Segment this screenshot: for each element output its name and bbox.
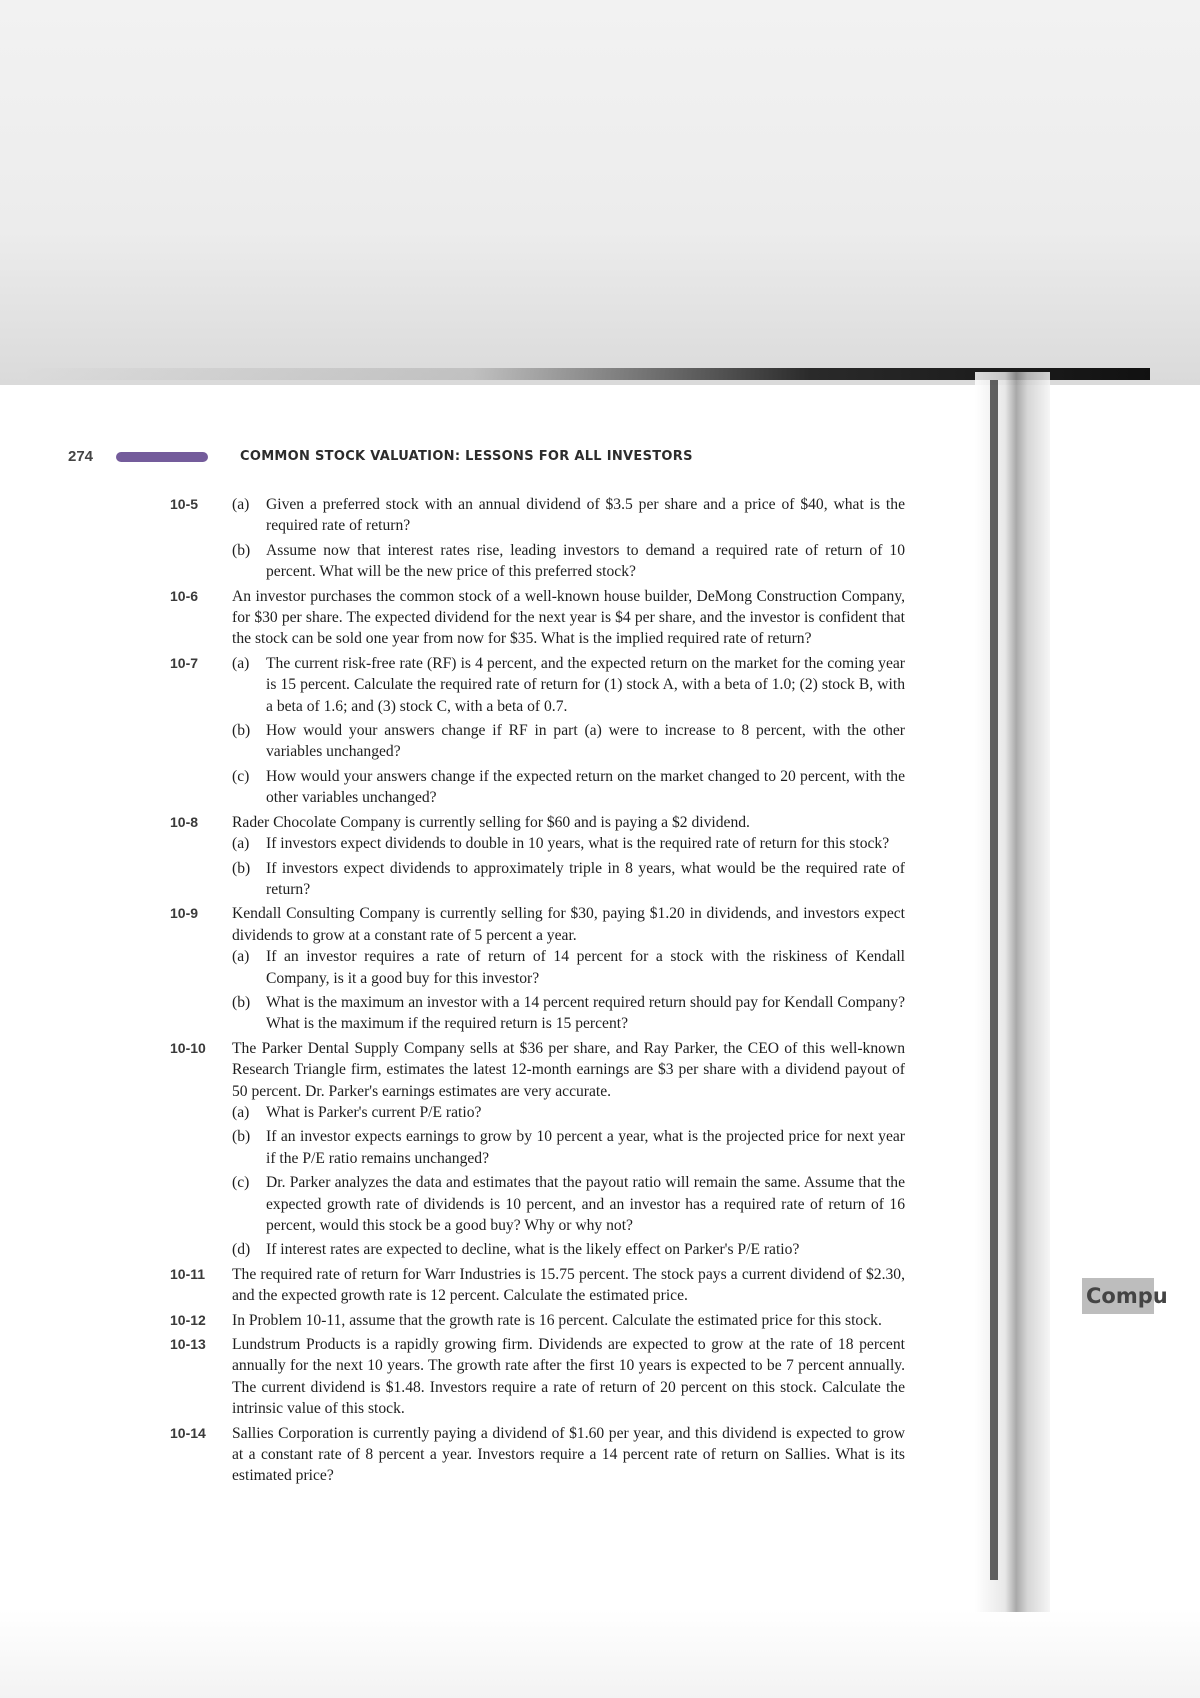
problem-part (232, 720, 905, 763)
page-number: 274 (68, 448, 94, 465)
part-text: Given a preferred stock with an annual dividend of $3.5 per share and a price of $40, what is the required rate of return? (266, 496, 905, 535)
part-label: (b) (232, 541, 251, 559)
problem-number: 10-13 (170, 1336, 206, 1353)
problem-item (170, 903, 905, 1034)
problem-item (170, 1038, 905, 1261)
part-text: If interest rates are expected to decline, what is the likely effect on Parker's P/E ratio? (266, 1241, 800, 1259)
part-label: (c) (232, 767, 250, 785)
part-label: (a) (232, 948, 250, 966)
problem-item (170, 1310, 905, 1331)
running-head (68, 448, 928, 472)
part-text: How would your answers change if the expected return on the market changed to 20 percent, with the other variables unchanged? (266, 767, 905, 807)
chapter-marker (116, 452, 208, 462)
problem-part (232, 653, 905, 717)
problem-part (232, 1172, 905, 1236)
problem-number: 10-11 (170, 1265, 206, 1282)
problem-part (232, 766, 905, 809)
problem-text: Kendall Consulting Company is currently selling for $30, paying $1.20 in dividends, and investors expect dividends to grow at a constant rate of 5 percent a year. (232, 905, 905, 944)
problem-part (232, 946, 905, 989)
problem-item (170, 494, 905, 583)
problem-part (232, 1239, 905, 1260)
problem-text: Sallies Corporation is currently paying a dividend of $1.60 per year, and this dividend is expected to grow at a constant rate of 8 percent a year. Investors require a 14 percent rate of return on Sallies. What is its estimated price? (232, 1424, 905, 1485)
part-label: (a) (232, 835, 250, 853)
problem-number: 10-6 (170, 587, 199, 604)
part-label: (a) (232, 496, 250, 513)
scan-shadow-top (0, 0, 1200, 385)
problem-part (232, 833, 905, 854)
problem-item (170, 812, 905, 901)
part-text: Assume now that interest rates rise, leading investors to demand a required rate of return of 10 percent. What will be the new price of this preferred stock? (266, 541, 905, 581)
part-label: (a) (232, 654, 250, 672)
part-text: If investors expect dividends to double in 10 years, what is the required rate of return for this stock? (266, 835, 890, 853)
problem-number: 10-9 (170, 905, 199, 922)
part-label: (b) (232, 859, 251, 877)
part-label: (c) (232, 1174, 250, 1192)
problem-number: 10-10 (170, 1039, 206, 1056)
part-text: What is Parker's current P/E ratio? (266, 1103, 482, 1121)
problem-text: Lundstrum Products is a rapidly growing firm. Dividends are expected to grow at the rate of 18 percent annually for the next 10 years. The growth rate after the first 10 years is expected to be 7 percent annually. The current dividend is $1.48. Investors require a rate of return of 20 percent on this stock. Calculate the intrinsic value of this stock. (232, 1336, 905, 1418)
part-label: (b) (232, 722, 251, 740)
problem-part (232, 858, 905, 901)
problem-number: 10-14 (170, 1424, 206, 1441)
problem-number: 10-8 (170, 813, 199, 830)
problem-text: The required rate of return for Warr Industries is 15.75 percent. The stock pays a current dividend of $2.30, and the expected growth rate is 12 percent. Calculate the estimated price. (232, 1265, 905, 1305)
part-text: What is the maximum an investor with a 14 percent required return should pay for Kendall Company? What is the maximum if the required return is 15 percent? (266, 993, 905, 1033)
part-text: How would your answers change if RF in part (a) were to increase to 8 percent, with the other variables unchanged? (266, 722, 905, 761)
problem-item (170, 1423, 905, 1487)
problem-text: In Problem 10-11, assume that the growth rate is 16 percent. Calculate the estimated price for this stock. (232, 1311, 882, 1329)
problem-item (170, 1264, 905, 1307)
problem-item (170, 586, 905, 650)
side-thumb-tab: Compu (1082, 1278, 1154, 1314)
problem-number: 10-12 (170, 1311, 206, 1328)
problem-text: Rader Chocolate Company is currently selling for $60 and is paying a $2 dividend. (232, 813, 750, 831)
problem-text: The Parker Dental Supply Company sells at $36 per share, and Ray Parker, the CEO of this well-known Research Triangle firm, estimates the latest 12-month earnings are $3 per share with a dividend payout of 50 percent. Dr. Parker's earnings estimates are very accurate. (232, 1039, 905, 1100)
book-binding-gutter (975, 372, 1050, 1612)
part-label: (d) (232, 1241, 251, 1259)
problem-part (232, 992, 905, 1035)
running-title: COMMON STOCK VALUATION: LESSONS FOR ALL INVESTORS (240, 449, 693, 464)
problem-text: An investor purchases the common stock of a well-known house builder, DeMong Construction Company, for $30 per share. The expected dividend for the next year is $4 per share, and the investor is confident that the stock can be sold one year from now for $35. What is the implied required rate of return? (232, 587, 905, 648)
part-text: Dr. Parker analyzes the data and estimates that the payout ratio will remain the same. Assume that the expected growth rate of dividends is 10 percent, and an investor has a required rate of return of 16 percent, would this stock be a good buy? Why or why not? (266, 1174, 905, 1234)
problem-number: 10-5 (170, 496, 199, 512)
book-binding-crease (990, 380, 998, 1580)
scan-shadow-bottom (0, 1610, 1200, 1698)
part-text: If an investor expects earnings to grow by 10 percent a year, what is the projected price for next year if the P/E ratio remains unchanged? (266, 1128, 905, 1167)
problem-part (232, 1126, 905, 1169)
problem-item (170, 653, 905, 809)
part-label: (b) (232, 1128, 251, 1146)
problem-list (170, 494, 905, 1490)
problem-part (232, 1102, 905, 1123)
part-label: (b) (232, 993, 251, 1011)
problem-part (232, 540, 905, 583)
part-text: If an investor requires a rate of return of 14 percent for a stock with the riskiness of Kendall Company, is it a good buy for this investor? (266, 948, 905, 987)
part-label: (a) (232, 1103, 250, 1121)
problem-number: 10-7 (170, 654, 199, 671)
part-text: If investors expect dividends to approximately triple in 8 years, what would be the required rate of return? (266, 859, 905, 898)
problem-item (170, 1334, 905, 1420)
problem-part (232, 494, 905, 537)
part-text: The current risk-free rate (RF) is 4 percent, and the expected return on the market for the coming year is 15 percent. Calculate the required rate of return for (1) stock A, with a beta of 1.0; (2) stock B, with a beta of 1.6; and (3) stock C, with a beta of 0.7. (266, 654, 905, 715)
